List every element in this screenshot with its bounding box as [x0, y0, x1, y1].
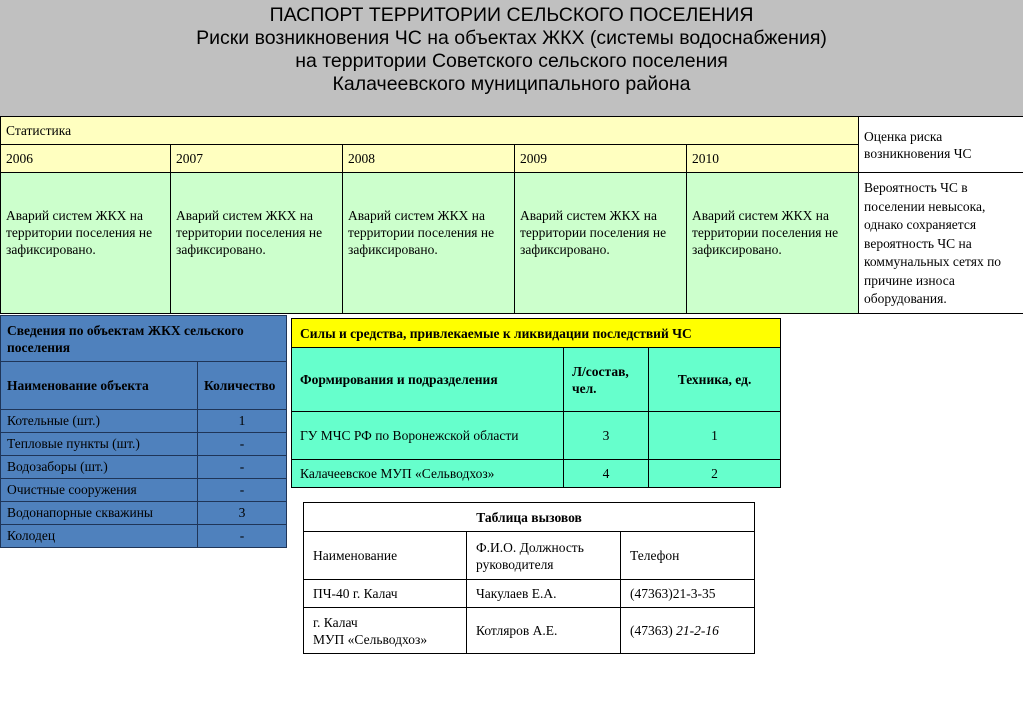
forces-col-tech: Техника, ед.	[649, 348, 781, 412]
stats-cell-2007: Аварий систем ЖКХ на территории поселения не зафиксировано.	[171, 173, 343, 314]
header-subtitle-2: на территории Советского сельского поселения	[295, 50, 728, 72]
table-row	[304, 608, 755, 654]
objects-title: Сведения по объектам ЖКХ сельского поселения	[1, 316, 287, 362]
statistics-table	[0, 116, 1023, 314]
call-phone-number: 21-2-16	[676, 623, 719, 638]
table-row	[1, 410, 287, 433]
table-row	[1, 479, 287, 502]
stats-cell-2009: Аварий систем ЖКХ на территории поселения не зафиксировано.	[515, 173, 687, 314]
object-count: 3	[198, 502, 287, 525]
table-row	[1, 456, 287, 479]
calls-table	[303, 502, 755, 654]
objects-col-name: Наименование объекта	[1, 362, 198, 410]
call-person: Чакулаев Е.А.	[467, 580, 621, 608]
stats-cell-2010: Аварий систем ЖКХ на территории поселения не зафиксировано.	[687, 173, 859, 314]
object-count: -	[198, 479, 287, 502]
call-phone: (47363)21-3-35	[621, 580, 755, 608]
forces-title: Силы и средства, привлекаемые к ликвидации последствий ЧС	[292, 319, 781, 348]
forces-col-staff: Л/состав, чел.	[564, 348, 649, 412]
table-row	[1, 502, 287, 525]
object-name: Колодец	[1, 525, 198, 548]
objects-col-count: Количество	[198, 362, 287, 410]
year-2010: 2010	[687, 145, 859, 173]
stats-cell-2008: Аварий систем ЖКХ на территории поселения не зафиксировано.	[343, 173, 515, 314]
calls-col-person: Ф.И.О. Должность руководителя	[467, 532, 621, 580]
forces-table	[291, 318, 781, 488]
year-2006: 2006	[1, 145, 171, 173]
call-phone-code: (47363)	[630, 623, 677, 638]
statistics-title: Статистика	[1, 117, 859, 145]
forces-col-units: Формирования и подразделения	[292, 348, 564, 412]
objects-table	[0, 315, 287, 548]
year-2008: 2008	[343, 145, 515, 173]
year-2007: 2007	[171, 145, 343, 173]
object-count: -	[198, 456, 287, 479]
call-name-line: г. Калач	[313, 614, 358, 630]
table-row	[292, 460, 781, 488]
call-person: Котляров А.Е.	[467, 608, 621, 654]
force-tech: 1	[649, 412, 781, 460]
header-subtitle-1: Риски возникновения ЧС на объектах ЖКХ (системы водоснабжения)	[196, 27, 827, 49]
call-name	[304, 580, 467, 608]
table-row	[304, 580, 755, 608]
risk-assessment-title: Оценка риска возникновения ЧС	[859, 117, 1023, 173]
stats-cell-2006: Аварий систем ЖКХ на территории поселения не зафиксировано.	[1, 173, 171, 314]
calls-title: Таблица вызовов	[304, 503, 755, 532]
object-name: Очистные сооружения	[1, 479, 198, 502]
table-row	[292, 412, 781, 460]
object-count: 1	[198, 410, 287, 433]
force-staff: 4	[564, 460, 649, 488]
force-tech: 2	[649, 460, 781, 488]
force-unit-name: ГУ МЧС РФ по Воронежской области	[292, 412, 564, 460]
object-name: Тепловые пункты (шт.)	[1, 433, 198, 456]
force-unit-name: Калачеевское МУП «Сельводхоз»	[292, 460, 564, 488]
header-title: ПАСПОРТ ТЕРРИТОРИИ СЕЛЬСКОГО ПОСЕЛЕНИЯ	[269, 4, 754, 26]
object-name: Водонапорные скважины	[1, 502, 198, 525]
call-phone	[621, 608, 755, 654]
header-subtitle-3: Калачеевского муниципального района	[332, 73, 691, 95]
call-name-line: ПЧ-40 г. Калач	[313, 586, 398, 601]
call-name	[304, 608, 467, 654]
page-header	[0, 0, 1023, 116]
object-count: -	[198, 433, 287, 456]
table-row	[1, 433, 287, 456]
risk-assessment-text: Вероятность ЧС в поселении невысока, однако сохраняется вероятность ЧС на коммунальных сетях по причине износа оборудования.	[859, 173, 1023, 314]
calls-col-name: Наименование	[304, 532, 467, 580]
calls-col-phone: Телефон	[621, 532, 755, 580]
object-name: Водозаборы (шт.)	[1, 456, 198, 479]
year-2009: 2009	[515, 145, 687, 173]
call-name-line: МУП «Сельводхоз»	[313, 631, 428, 647]
force-staff: 3	[564, 412, 649, 460]
table-row	[1, 525, 287, 548]
object-count: -	[198, 525, 287, 548]
object-name: Котельные (шт.)	[1, 410, 198, 433]
